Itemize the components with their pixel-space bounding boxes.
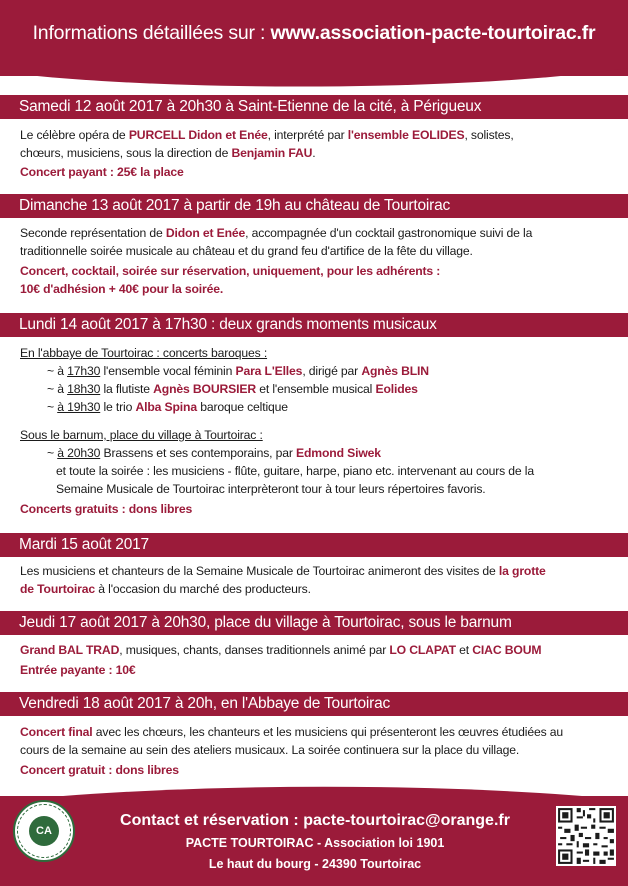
text: , interprété par bbox=[267, 128, 348, 142]
highlight: Concert final bbox=[20, 725, 93, 739]
text: à l'occasion du marché des producteurs. bbox=[95, 581, 311, 596]
text: baroque celtique bbox=[196, 400, 288, 414]
time: 18h30 bbox=[67, 382, 101, 396]
event-5-price: Entrée payante : 10€ bbox=[20, 663, 136, 677]
event-3-title: Lundi 14 août 2017 à 17h30 : deux grands moments musicaux bbox=[0, 313, 628, 337]
text: Les musiciens et chanteurs de la Semaine Musicale de Tourtoirac animeront des visites de bbox=[20, 564, 499, 578]
header-wave bbox=[0, 56, 628, 96]
highlight: Agnès BLIN bbox=[361, 364, 429, 378]
text: ~ bbox=[47, 400, 58, 414]
highlight: Agnès BOURSIER bbox=[153, 382, 257, 396]
event-5-title: Jeudi 17 août 2017 à 20h30, place du village à Tourtoirac, sous le barnum bbox=[0, 611, 628, 635]
text: ~ à bbox=[47, 364, 68, 378]
text: ~ à bbox=[47, 382, 68, 396]
footer-organization: PACTE TOURTOIRAC - Association loi 1901 bbox=[185, 836, 445, 850]
credit-agricole-logo bbox=[13, 800, 75, 862]
text: , solistes, bbox=[464, 128, 514, 142]
event-3-subheading-abbey: En l'abbaye de Tourtoirac : concerts baroques : bbox=[20, 346, 268, 360]
event-1-title: Samedi 12 août 2017 à 20h30 à Saint-Etienne de la cité, à Périgueux bbox=[0, 95, 628, 119]
list-item bbox=[47, 445, 381, 463]
time: à 19h30 bbox=[57, 400, 101, 414]
event-6-title: Vendredi 18 août 2017 à 20h, en l'Abbaye de Tourtoirac bbox=[0, 692, 628, 716]
time: 17h30 bbox=[67, 364, 101, 378]
list-item bbox=[47, 399, 288, 417]
list-item bbox=[47, 363, 429, 381]
text: le trio bbox=[100, 400, 136, 414]
text: . bbox=[312, 145, 316, 160]
event-6-description bbox=[20, 724, 612, 759]
highlight: Eolides bbox=[375, 382, 418, 396]
event-6-price: Concert gratuit : dons libres bbox=[20, 763, 179, 777]
event-2-price-line1: Concert, cocktail, soirée sur réservation, uniquement, pour les adhérents : bbox=[20, 264, 441, 278]
highlight: Alba Spina bbox=[135, 400, 197, 414]
header-prefix: Informations détaillées sur : bbox=[32, 22, 271, 44]
text: , musiques, chants, danses traditionnels animé par bbox=[119, 643, 390, 657]
event-5-description bbox=[20, 642, 612, 660]
highlight: Para L'Elles bbox=[235, 364, 303, 378]
text: avec les chœurs, les chanteurs et les musiciens qui présenteront les œuvres étudiées au bbox=[92, 725, 564, 739]
text: , dirigé par bbox=[302, 364, 362, 378]
text: ~ bbox=[47, 446, 58, 460]
text: chœurs, musiciens, sous la direction de bbox=[20, 145, 232, 160]
event-1-description bbox=[20, 127, 612, 162]
text: cours de la semaine au sein des ateliers musicaux. La soirée continuera sur la place du village. bbox=[20, 742, 520, 757]
text: Le célèbre opéra de bbox=[20, 128, 129, 142]
header-title bbox=[0, 22, 628, 45]
highlight: Edmond Siwek bbox=[296, 446, 381, 460]
event-1-price: Concert payant : 25€ la place bbox=[20, 165, 184, 179]
event-2-price-line2: 10€ d'adhésion + 40€ pour la soirée. bbox=[20, 282, 224, 296]
footer-address: Le haut du bourg - 24390 Tourtoirac bbox=[208, 857, 422, 871]
highlight: l'ensemble EOLIDES bbox=[347, 128, 465, 142]
text: Seconde représentation de bbox=[20, 226, 166, 240]
highlight: LO CLAPAT bbox=[389, 643, 456, 657]
event-3-price: Concerts gratuits : dons libres bbox=[20, 502, 193, 516]
event-2-description bbox=[20, 225, 612, 260]
highlight: de Tourtoirac bbox=[20, 581, 96, 596]
highlight: CIAC BOUM bbox=[472, 643, 542, 657]
highlight: la grotte bbox=[498, 564, 546, 578]
highlight: PURCELL Didon et Enée bbox=[128, 128, 268, 142]
event-3-subheading-barnum: Sous le barnum, place du village à Tourtoirac : bbox=[20, 428, 263, 442]
highlight: Didon et Enée bbox=[165, 226, 246, 240]
website-link[interactable]: www.association-pacte-tourtoirac.fr bbox=[270, 22, 596, 44]
text: traditionnelle soirée musicale au château et du grand feu d'artifice de la fête du village. bbox=[20, 243, 473, 258]
text: Brassens et ses contemporains, par bbox=[100, 446, 297, 460]
text: la flutiste bbox=[100, 382, 154, 396]
highlight: Grand BAL TRAD bbox=[20, 643, 120, 657]
event-2-title: Dimanche 13 août 2017 à partir de 19h au château de Tourtoirac bbox=[0, 194, 628, 218]
highlight: Benjamin FAU bbox=[231, 145, 313, 160]
list-item bbox=[47, 381, 418, 399]
logo-emblem: CA bbox=[29, 816, 59, 846]
text: l'ensemble vocal féminin bbox=[100, 364, 236, 378]
text: et l'ensemble musical bbox=[256, 382, 376, 396]
event-4-title: Mardi 15 août 2017 bbox=[0, 533, 628, 557]
footer-contact bbox=[90, 812, 540, 830]
list-item-continuation: Semaine Musicale de Tourtoirac interprèteront tour à tour leurs répertoires favoris. bbox=[56, 482, 486, 496]
list-item-continuation: et toute la soirée : les musiciens - flûte, guitare, harpe, piano etc. intervenant au cours de la bbox=[56, 464, 534, 478]
qr-code-icon[interactable] bbox=[556, 806, 616, 866]
text: et bbox=[455, 643, 473, 657]
event-4-description bbox=[20, 563, 612, 598]
text: , accompagnée d'un cocktail gastronomique suivi de la bbox=[245, 226, 533, 240]
time: à 20h30 bbox=[57, 446, 101, 460]
contact-email[interactable]: Contact et réservation : pacte-tourtoirac@orange.fr bbox=[120, 812, 510, 829]
